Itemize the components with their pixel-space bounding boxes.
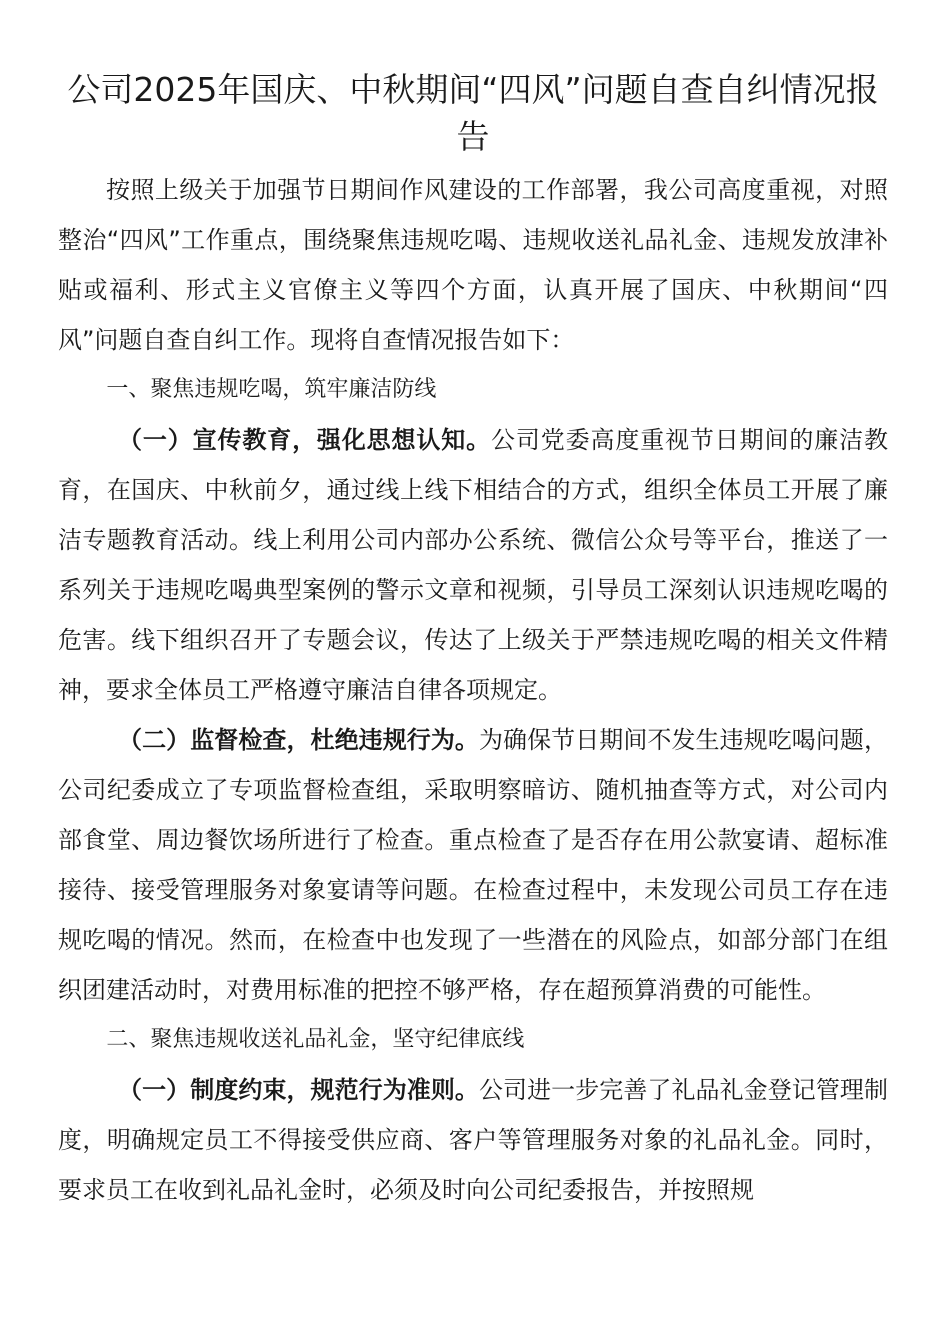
section-1-item-1 [58,415,888,715]
section-2-heading: 二、聚焦违规收送礼品礼金，坚守纪律底线 [106,1027,525,1052]
section-1-heading: 一、聚焦违规吃喝，筑牢廉洁防线 [106,377,437,402]
section-1-item-1-text: 公司党委高度重视节日期间的廉洁教育，在国庆、中秋前夕，通过线上线下相结合的方式，组织全体员工开展了廉洁专题教育活动。线上利用公司内部办公系统、微信公众号等平台，推送了一系列关于违规吃喝典型案例的警示文章和视频，引导员工深刻认识违规吃喝的危害。线下组织召开了专题会议，传达了上级关于严禁违规吃喝的相关文件精神，要求全体员工严格遵守廉洁自律各项规定。 [58,426,888,704]
section-1-item-2 [58,715,888,1015]
section-1-item-2-text: 为确保节日期间不发生违规吃喝问题，公司纪委成立了专项监督检查组，采取明察暗访、随机抽查等方式，对公司内部食堂、周边餐饮场所进行了检查。重点检查了是否存在用公款宴请、超标准接待、接受管理服务对象宴请等问题。在检查过程中，未发现公司员工存在违规吃喝的情况。然而，在检查中也发现了一些潜在的风险点，如部分部门在组织团建活动时，对费用标准的把控不够严格，存在超预算消费的可能性。 [58,726,888,1004]
section-1-item-2-lead: （二）监督检查，杜绝违规行为。 [118,726,479,754]
document-page [58,66,888,1215]
section-2-item-1-lead: （一）制度约束，规范行为准则。 [118,1076,479,1104]
document-title: 公司2025年国庆、中秋期间“四风”问题自查自纠情况报告 [67,70,879,156]
section-2-item-1 [58,1065,888,1215]
section-2-item-1-text: 公司进一步完善了礼品礼金登记管理制度，明确规定员工不得接受供应商、客户等管理服务对象的礼品礼金。同时，要求员工在收到礼品礼金时，必须及时向公司纪委报告，并按照规 [58,1076,888,1204]
section-1-item-1-lead: （一）宣传教育，强化思想认知。 [118,426,491,454]
intro-paragraph: 按照上级关于加强节日期间作风建设的工作部署，我公司高度重视，对照整治“四风”工作重点，围绕聚焦违规吃喝、违规收送礼品礼金、违规发放津补贴或福利、形式主义官僚主义等四个方面，认真开展了国庆、中秋期间“四风”问题自查自纠工作。现将自查情况报告如下： [58,176,888,354]
